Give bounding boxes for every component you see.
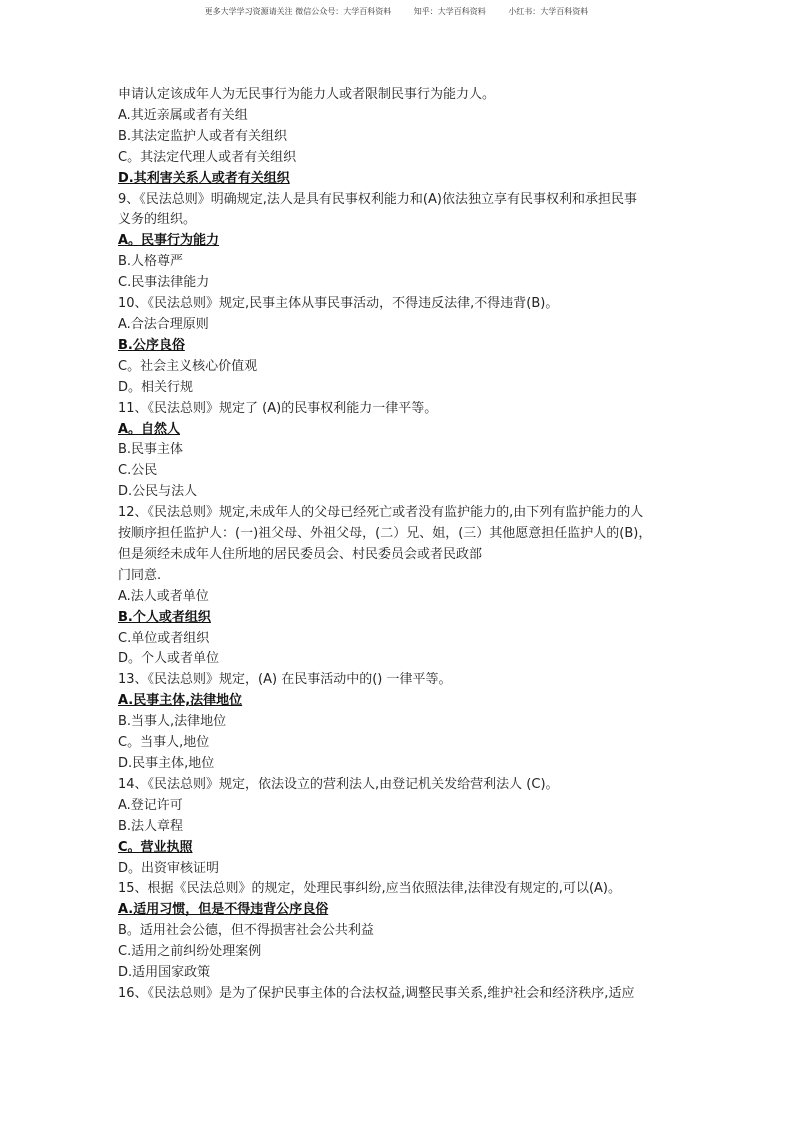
text-line: 按顺序担任监护人：(一)祖父母、外祖父母，(二）兄、姐，(三）其他愿意担任监护人的(B)，: [118, 526, 652, 542]
text-line: B.民事主体: [118, 442, 184, 458]
answer-option: D.其利害关系人或者有关组织: [118, 170, 290, 186]
text-line: 10、《民法总则》规定,民事主体从事民事活动，不得违反法律,不得违背(B)。: [118, 296, 559, 312]
text-line: 14、《民法总则》规定，依法设立的营利法人,由登记机关发给营利法人 (C)。: [118, 776, 559, 792]
text-line: D。相关行规: [118, 379, 194, 395]
text-line: A.法人或者单位: [118, 588, 209, 604]
text-line: D.适用国家政策: [118, 965, 211, 981]
text-line: C.适用之前纠纷处理案例: [118, 944, 262, 960]
text-line: 义务的组织。: [118, 212, 197, 228]
text-line: 申请认定该成年人为无民事行为能力人或者限制民事行为能力人。: [118, 87, 496, 102]
text-line: 门同意.: [118, 567, 162, 583]
answer-option: A.民事主体,法律地位: [118, 693, 243, 709]
text-line: 11、《民法总则》规定了 (A)的民事权利能力一律平等。: [118, 400, 438, 416]
answer-option: B.公序良俗: [118, 337, 185, 353]
text-line: C.单位或者组织: [118, 630, 210, 646]
answer-option: A。民事行为能力: [118, 233, 220, 249]
text-line: D。出资审核证明: [118, 860, 220, 876]
text-line: 13、《民法总则》规定，(A) 在民事活动中的() 一律平等。: [118, 672, 452, 688]
text-line: C。社会主义核心价值观: [118, 358, 258, 374]
text-line: D。个人或者单位: [118, 651, 220, 667]
page-header: [0, 6, 793, 17]
text-line: C。当事人,地位: [118, 735, 210, 751]
answer-option: C。营业执照: [118, 839, 193, 855]
text-line: 15、根据《民法总则》的规定，处理民事纠纷,应当依照法律,法律没有规定的,可以(A)。: [118, 881, 621, 897]
text-line: A.其近亲属或者有关组: [118, 107, 248, 123]
text-line: B。适用社会公德，但不得损害社会公共利益: [118, 923, 374, 939]
answer-option: B.个人或者组织: [118, 609, 211, 625]
answer-option: A。自然人: [118, 421, 181, 437]
text-line: D.公民与法人: [118, 484, 198, 500]
text-line: B.法人章程: [118, 818, 184, 834]
text-line: A.登记许可: [118, 797, 183, 813]
text-line: 12、《民法总则》规定,未成年人的父母已经死亡或者没有监护能力的,由下列有监护能力的人: [118, 505, 644, 521]
text-line: B.人格尊严: [118, 254, 184, 270]
header-xiaohongshu: 小红书：大学百科资料: [508, 7, 589, 16]
text-line: B.其法定监护人或者有关组织: [118, 128, 288, 144]
text-line: 但是须经未成年人住所地的居民委员会、村民委员会或者民政部: [118, 546, 483, 562]
text-line: B.当事人,法律地位: [118, 714, 227, 730]
answer-option: A.适用习惯，但是不得违背公序良俗: [118, 902, 329, 918]
text-line: C。其法定代理人或者有关组织: [118, 149, 297, 165]
text-line: D.民事主体,地位: [118, 756, 215, 771]
text-line: 16、《民法总则》是为了保护民事主体的合法权益,调整民事关系,维护社会和经济秩序,适应: [118, 985, 635, 1001]
text-line: C.民事法律能力: [118, 275, 210, 291]
text-line: C.公民: [118, 463, 158, 479]
header-zhihu: 知乎：大学百科资料: [413, 7, 486, 16]
text-line: 9、《民法总则》明确规定,法人是具有民事权利能力和(A)依法独立享有民事权利和承担民事: [118, 191, 637, 207]
header-wechat: 更多大学学习资源请关注 微信公众号：大学百科资料: [204, 7, 392, 16]
text-line: A.合法合理原则: [118, 316, 209, 332]
question-content: [118, 85, 688, 1005]
